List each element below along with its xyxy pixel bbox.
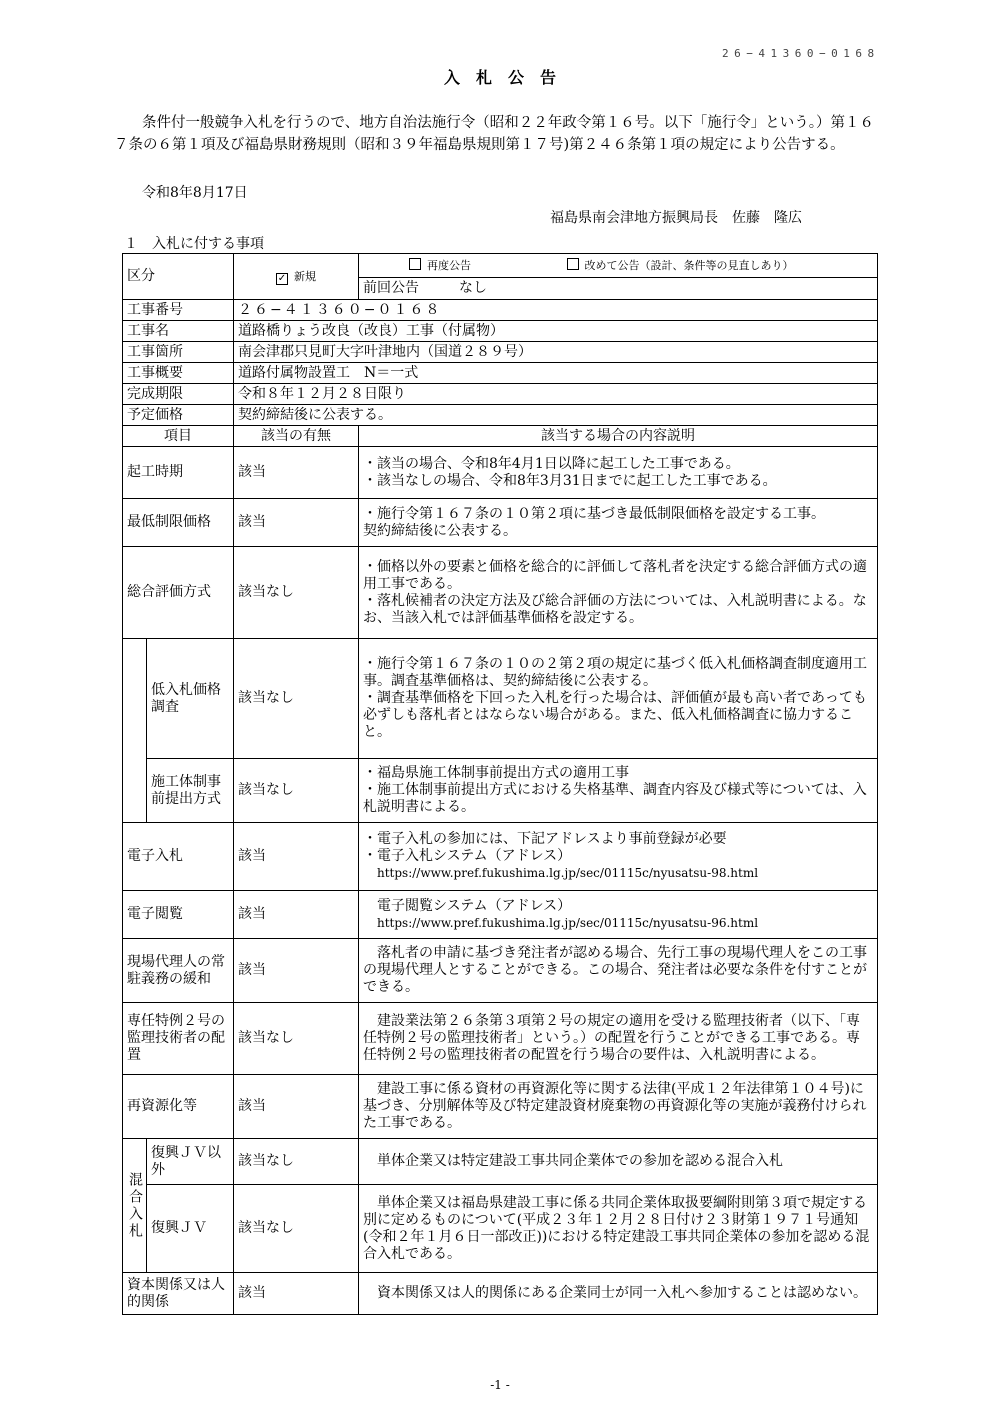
item-label-saishigen: 再資源化等: [123, 1075, 234, 1139]
new-checkbox[interactable]: ✓: [277, 273, 287, 284]
status-sennin: 該当なし: [234, 1003, 359, 1075]
item-label-seko: 施工体制事前提出方式: [147, 759, 234, 823]
desc-line: ・施行令第１６７条の１０第２項に基づき最低制限価格を設定する工事。: [363, 505, 825, 522]
basic-label: 完成期限: [123, 384, 234, 405]
status-genba: 該当: [234, 939, 359, 1003]
sogo-sub-spacer: [123, 639, 147, 823]
status-kiko: 該当: [234, 447, 359, 499]
desc-line: ・電子入札の参加には、下記アドレスより事前登録が必要: [363, 831, 727, 847]
desc-line: ・福島県施工体制事前提出方式の適用工事: [363, 765, 629, 781]
item-label-genba: 現場代理人の常駐義務の緩和: [123, 939, 234, 1003]
status-denshi: 該当: [234, 823, 359, 891]
signer: 福島県南会津地方振興局長 佐藤 隆広: [550, 210, 802, 226]
page-number: -1 -: [490, 1378, 510, 1392]
basic-label: 予定価格: [123, 405, 234, 426]
item-label-sogo: 総合評価方式: [123, 547, 234, 639]
desc-saishigen: 建設工事に係る資材の再資源化等に関する法律(平成１２年法律第１０４号)に基づき、分別解体等及び特定建設資材廃棄物の再資源化等の実施が義務付けられた工事である。: [359, 1075, 878, 1139]
mixed-bid-label: 混合入札: [127, 1171, 143, 1240]
basic-label: 工事概要: [123, 363, 234, 384]
basic-value: 道路付属物設置工 N＝一式: [234, 363, 878, 384]
item-label-sennin: 専任特例２号の監理技術者の配置: [123, 1003, 234, 1075]
e-bid-url-link[interactable]: https://www.pref.fukushima.lg.jp/sec/01115c/nyusatsu-98.html: [377, 866, 759, 880]
kubun-label: 区分: [123, 254, 234, 300]
status-teinyu: 該当なし: [234, 639, 359, 759]
basic-label: 工事番号: [123, 300, 234, 321]
desc-line: ・施工体制事前提出方式における失格基準、調査内容及び様式等については、入札説明書による。: [363, 782, 867, 815]
basic-value: 契約締結後に公表する。: [234, 405, 878, 426]
desc-fukko: 単体企業又は福島県建設工事に係る共同企業体取扱要綱附則第３項で規定する別に定めるものについて(平成２３年１２月２８日付け２３財第１９７１号通知(令和２年１月６日一部改正))における特定建設工事共同企業体の参加を認める混合入札である。: [359, 1185, 878, 1273]
basic-value: 道路橋りょう改良（改良）工事（付属物）: [234, 321, 878, 342]
previous-label: 前回公告: [363, 280, 419, 296]
basic-value: 南会津郡只見町大字叶津地内（国道２８９号）: [234, 342, 878, 363]
status-fukko-igai: 該当なし: [234, 1139, 359, 1185]
status-saitei: 該当: [234, 499, 359, 547]
desc-line: ・施行令第１６７条の１０の２第２項の規定に基づく低入札価格調査制度適用工事。調査基準価格は、契約締結後に公表する。: [363, 656, 867, 689]
item-label-fukko-igai: 復興ＪＶ以外: [147, 1139, 234, 1185]
reannounce-label: 再度公告: [427, 259, 471, 272]
desc-fukko-igai: 単体企業又は特定建設工事共同企業体での参加を認める混合入札: [359, 1139, 878, 1185]
desc-line: ・該当の場合、令和8年4月1日以降に起工した工事である。: [363, 455, 740, 472]
header-applicable: 該当の有無: [234, 426, 359, 447]
new-checkbox-cell[interactable]: [234, 254, 359, 300]
intro-paragraph: 条件付一般競争入札を行うので、地方自治法施行令（昭和２２年政令第１６号。以下「施行令」という。）第１６７条の６第１項及び福島県財務規則（昭和３９年福島県規則第１７号)第２４６条第１項の規定により公告する。: [114, 115, 874, 153]
basic-value: ２６−４１３６０−０１６８: [234, 300, 878, 321]
desc-line: 電子閲覧システム（アドレス）: [377, 897, 572, 914]
item-label-denshi: 電子入札: [123, 823, 234, 891]
status-fukko: 該当なし: [234, 1185, 359, 1273]
header-desc: 該当する場合の内容説明: [359, 426, 878, 447]
document-number: 26−41360−0168: [722, 47, 880, 60]
bid-details-table: [122, 253, 878, 1315]
desc-line: ・電子入札システム（アドレス）: [363, 848, 572, 864]
desc-genba: 落札者の申請に基づき発注者が認める場合、先行工事の現場代理人をこの工事の現場代理人とすることができる。この場合、発注者は必要な条件を付すことができる。: [359, 939, 878, 1003]
item-label-shihon: 資本関係又は人的関係: [123, 1273, 234, 1315]
status-sogo: 該当なし: [234, 547, 359, 639]
e-view-url-link[interactable]: https://www.pref.fukushima.lg.jp/sec/01115c/nyusatsu-96.html: [377, 915, 759, 930]
reannounce-checkbox[interactable]: [409, 258, 421, 270]
basic-label: 工事箇所: [123, 342, 234, 363]
status-etsuran: 該当: [234, 891, 359, 939]
item-label-etsuran: 電子閲覧: [123, 891, 234, 939]
status-seko: 該当なし: [234, 759, 359, 823]
item-label-kiko: 起工時期: [123, 447, 234, 499]
new-label: 新規: [294, 270, 316, 283]
item-label-fukko: 復興ＪＶ: [147, 1185, 234, 1273]
status-shihon: 該当: [234, 1273, 359, 1315]
desc-line: ・調査基準価格を下回った入札を行った場合は、評価値が最も高い者であっても必ずしも落札者とはならない場合がある。また、低入札価格調査に協力すること。: [363, 690, 867, 740]
basic-label: 工事名: [123, 321, 234, 342]
item-label-saitei: 最低制限価格: [123, 499, 234, 547]
status-saishigen: 該当: [234, 1075, 359, 1139]
revised-checkbox[interactable]: [567, 258, 579, 270]
page-title: 入札公告: [443, 68, 572, 87]
previous-value: なし: [459, 280, 487, 296]
desc-line: 契約締結後に公表する。: [363, 522, 517, 539]
desc-line: ・価格以外の要素と価格を総合的に評価して落札者を決定する総合評価方式の適用工事である。: [363, 558, 867, 592]
revised-label: 改めて公告（設計、条件等の見直しあり）: [584, 259, 794, 272]
desc-shihon: 資本関係又は人的関係にある企業同士が同一入札へ参加することは認めない。: [359, 1273, 878, 1315]
desc-line: ・落札候補者の決定方法及び総合評価の方法については、入札説明書による。なお、当該入札では評価基準価格を設定する。: [363, 592, 867, 626]
section-title: １ 入札に付する事項: [124, 236, 264, 252]
desc-sennin: 建設業法第２６条第３項第２号の規定の適用を受ける監理技術者（以下、「専任特例２号の監理技術者」という。）の配置を行うことができる工事である。専任特例２号の監理技術者の配置を行う場合の要件は、入札説明書による。: [359, 1003, 878, 1075]
header-item: 項目: [123, 426, 234, 447]
desc-line: ・該当なしの場合、令和8年3月31日までに起工した工事である。: [363, 472, 777, 489]
notice-date: 令和8年8月17日: [142, 185, 248, 201]
item-label-teinyu: 低入札価格調査: [147, 639, 234, 759]
basic-value: 令和８年１２月２８日限り: [234, 384, 878, 405]
